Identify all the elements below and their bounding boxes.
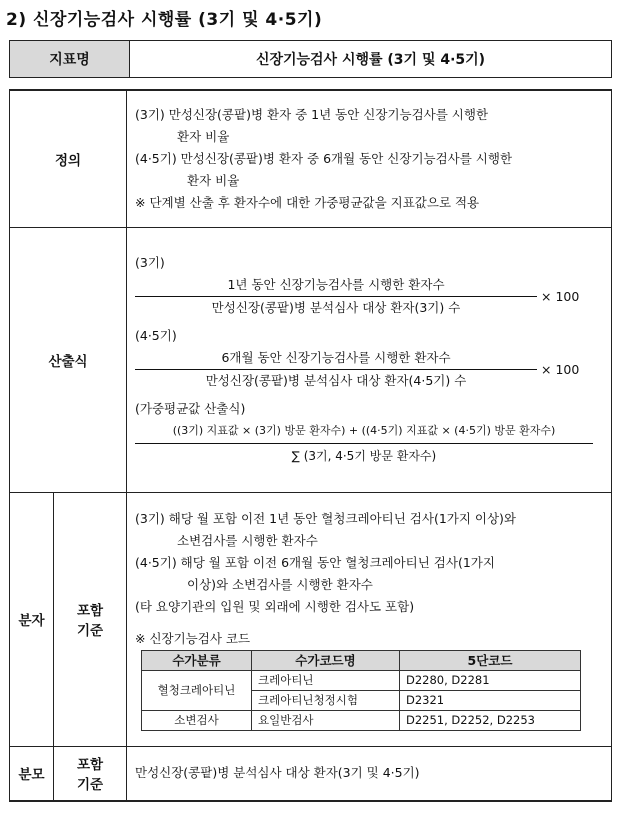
definition-line: 환자 비율: [177, 128, 230, 144]
criteria-label-line: 포함: [76, 757, 104, 774]
multiplier: × 100: [541, 288, 580, 304]
fraction-denominator: 만성신장(콩팥)병 분석심사 대상 환자(4·5기) 수: [205, 373, 467, 388]
fraction-denominator: 만성신장(콩팥)병 분석심사 대상 환자(3기) 수: [211, 300, 461, 315]
codes-title: ※ 신장기능검사 코드: [135, 630, 251, 646]
denominator-label: 분모: [10, 746, 54, 801]
header-table: [9, 40, 612, 78]
codes-category: 소변검사: [142, 710, 252, 730]
denominator-row: [10, 746, 612, 801]
codes-header: 수가코드명: [252, 650, 400, 670]
table-row: [142, 670, 581, 690]
numerator-label: 분자: [10, 492, 54, 746]
formula-row: [10, 227, 612, 492]
numerator-content: [127, 492, 612, 746]
denominator-criteria-label: [54, 746, 127, 801]
codes-header: 5단코드: [400, 650, 581, 670]
fraction-numerator: 1년 동안 신장기능검사를 시행한 환자수: [135, 276, 537, 297]
numerator-line: 소변검사를 시행한 환자수: [177, 532, 318, 548]
numerator-note: (타 요양기관의 입원 및 외래에 시행한 검사도 포함): [135, 598, 415, 614]
definition-line: (3기) 만성신장(콩팥)병 환자 중 1년 동안 신장기능검사를 시행한: [135, 106, 489, 122]
numerator-criteria-label: [54, 492, 127, 746]
codes-name: 요일반검사: [252, 710, 400, 730]
codes-header: 수가분류: [142, 650, 252, 670]
formula-content: [127, 227, 612, 492]
codes-table: [141, 650, 581, 731]
header-col-indicator: 지표명: [10, 41, 130, 78]
definition-row: [10, 90, 612, 227]
fraction-numerator: ((3기) 지표값 × (3기) 방문 환자수) + ((4·5기) 지표값 × (4·5기) 방문 환자수): [135, 422, 593, 444]
definition-label: 정의: [10, 90, 127, 227]
main-table: [9, 89, 612, 802]
formula-stage3-fraction: [135, 276, 603, 317]
definition-line: 환자 비율: [187, 172, 240, 188]
header-col-name: 신장기능검사 시행률 (3기 및 4·5기): [130, 41, 612, 78]
definition-content: [127, 90, 612, 227]
numerator-line: 이상)와 소변검사를 시행한 환자수: [187, 576, 373, 592]
formula-stage45-label: (4·5기): [135, 328, 177, 343]
codes-name: 크레아티닌: [252, 670, 400, 690]
fraction-denominator: ∑ (3기, 4·5기 방문 환자수): [291, 449, 437, 463]
definition-note: ※ 단계별 산출 후 환자수에 대한 가중평균값을 지표값으로 적용: [135, 194, 480, 210]
page-title: 2) 신장기능검사 시행률 (3기 및 4·5기): [6, 10, 323, 30]
codes-name: 크레아티닌청정시험: [252, 690, 400, 710]
fraction-numerator: 6개월 동안 신장기능검사를 시행한 환자수: [135, 349, 537, 370]
codes-code: D2251, D2252, D2253: [400, 710, 581, 730]
numerator-row: [10, 492, 612, 746]
criteria-label-line: 기준: [76, 623, 104, 639]
criteria-label-line: 포함: [76, 603, 104, 619]
codes-code: D2280, D2281: [400, 670, 581, 690]
codes-code: D2321: [400, 690, 581, 710]
numerator-line: (3기) 해당 월 포함 이전 1년 동안 혈청크레아티닌 검사(1가지 이상)와: [135, 510, 517, 526]
multiplier: × 100: [541, 361, 580, 377]
codes-category: 혈청크레아티닌: [142, 670, 252, 710]
formula-stage3-label: (3기): [135, 255, 165, 270]
formula-stage45-fraction: [135, 349, 603, 390]
table-row: [142, 710, 581, 730]
denominator-content: 만성신장(콩팥)병 분석심사 대상 환자(3기 및 4·5기): [127, 746, 612, 801]
formula-weighted-label: (가중평균값 산출식): [135, 401, 246, 416]
formula-weighted-fraction: [135, 422, 593, 465]
formula-label: 산출식: [10, 227, 127, 492]
criteria-label-line: 기준: [76, 777, 104, 794]
numerator-line: (4·5기) 해당 월 포함 이전 6개월 동안 혈청크레아티닌 검사(1가지: [135, 554, 495, 570]
definition-line: (4·5기) 만성신장(콩팥)병 환자 중 6개월 동안 신장기능검사를 시행한: [135, 150, 513, 166]
